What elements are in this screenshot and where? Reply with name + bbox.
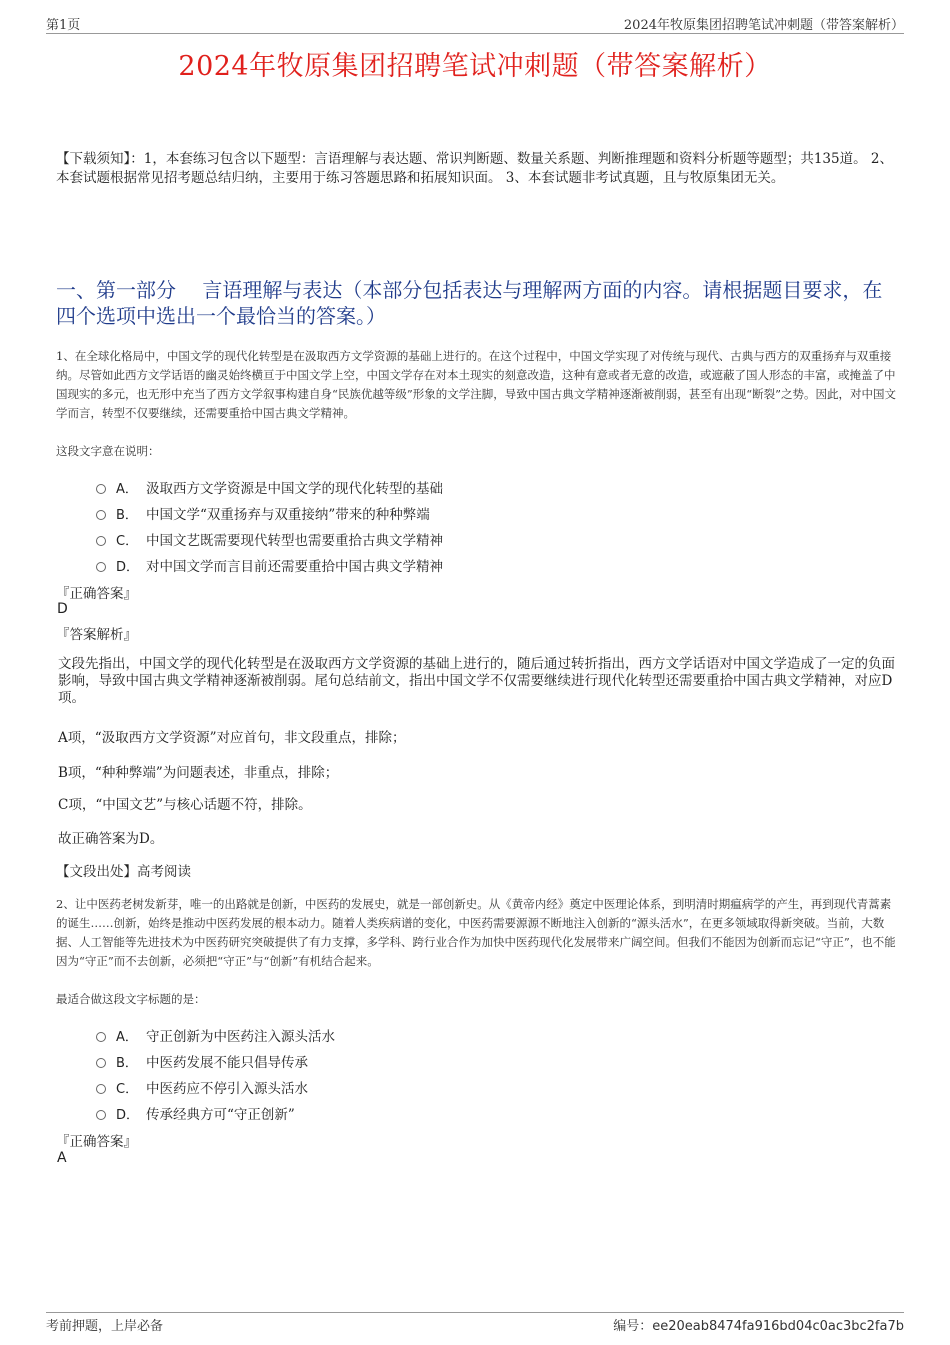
radio-button-icon[interactable] bbox=[96, 562, 106, 572]
question-2-prompt: 最适合做这段文字标题的是： bbox=[56, 992, 206, 1006]
option-text: 中医药发展不能只倡导传承 bbox=[146, 1055, 308, 1071]
question-1-stem: 1、在全球化格局中，中国文学的现代化转型是在汲取西方文学资源的基础上进行的。在这个过程中，中国文学实现了对传统与现代、古典与西方的双重扬弃与双重接纳。尽管如此西方文学话语的幽灵始终横亘于中国文学上空，中国文学存在对本土现实的刻意改造，这种有意或者无意的改造，或遮蔽了国人形态的丰富，或掩盖了中国现实的多元，也无形中充当了西方文学叙事构建自身“民族优越等级”形象的文学注脚，导致中国古典文学精神逐渐被削弱，甚至有出现“断裂”之势。因此，对中国文学而言，转型不仅要继续，还需要重拾中国古典文学精神。 bbox=[56, 349, 897, 420]
question-1-analysis: 文段先指出，中国文学的现代化转型是在汲取西方文学资源的基础上进行的，随后通过转折指出，西方文学话语对中国文学造成了一定的负面影响，导致中国古典文学精神逐渐被削弱。尾句总结前文，指出中国文学不仅需要继续进行现代化转型还需要重拾中国古典文学精神，对应D项。 bbox=[58, 656, 895, 706]
download-notice: 【下载须知】：1，本套练习包含以下题型：言语理解与表达题、常识判断题、数量关系题、判断推理题和资料分析题等题型；共135道。 2、本套试题根据常见招考题总结归纳，主要用于练习答题思路和拓展知识面。 3、本套试题非考试真题，且与牧原集团无关。 bbox=[56, 151, 893, 186]
option-text: 对中国文学而言目前还需要重拾中国古典文学精神 bbox=[146, 559, 443, 575]
question-1-option-c[interactable] bbox=[96, 529, 443, 549]
option-text: 汲取西方文学资源是中国文学的现代化转型的基础 bbox=[146, 481, 443, 497]
header-divider bbox=[46, 33, 904, 34]
radio-button-icon[interactable] bbox=[96, 510, 106, 520]
analysis-conclusion: 故正确答案为D。 bbox=[58, 831, 164, 847]
radio-button-icon[interactable] bbox=[96, 484, 106, 494]
question-1-answer-label: 『正确答案』 bbox=[56, 586, 137, 602]
radio-button-icon[interactable] bbox=[96, 1110, 106, 1120]
option-letter: B． bbox=[116, 507, 138, 523]
radio-button-icon[interactable] bbox=[96, 1058, 106, 1068]
question-1-analysis-label: 『答案解析』 bbox=[56, 627, 137, 643]
option-letter: C． bbox=[116, 533, 139, 549]
code-label: 编号： bbox=[613, 1319, 653, 1334]
question-2-option-d[interactable] bbox=[96, 1103, 295, 1123]
footer-slogan: 考前押题，上岸必备 bbox=[46, 1319, 164, 1334]
question-2-answer-label: 『正确答案』 bbox=[56, 1134, 137, 1150]
analysis-option-a: A项，“汲取西方文学资源”对应首句，非文段重点，排除； bbox=[58, 730, 406, 746]
option-letter: A． bbox=[116, 1029, 138, 1045]
page-title: 2024年牧原集团招聘笔试冲刺题（带答案解析） bbox=[178, 51, 772, 82]
analysis-option-c: C项，“中国文艺”与核心话题不符，排除。 bbox=[58, 797, 312, 813]
code-value: ee20eab8474fa916bd04c0ac3bc2fa7b bbox=[652, 1319, 904, 1334]
question-1-option-a[interactable] bbox=[96, 477, 443, 497]
option-text: 中国文艺既需要现代转型也需要重拾古典文学精神 bbox=[146, 533, 443, 549]
option-letter: A． bbox=[116, 481, 138, 497]
option-letter: D． bbox=[116, 559, 140, 575]
question-2-option-c[interactable] bbox=[96, 1077, 308, 1097]
option-letter: D． bbox=[116, 1107, 140, 1123]
radio-button-icon[interactable] bbox=[96, 1084, 106, 1094]
question-1-option-b[interactable] bbox=[96, 503, 430, 523]
page-number: 第1页 bbox=[46, 18, 81, 33]
question-2-stem: 2、让中医药老树发新芽，唯一的出路就是创新，中医药的发展史，就是一部创新史。从《黄帝内经》奠定中医理论体系，到明清时期瘟病学的产生，再到现代青蒿素的诞生……创新，始终是推动中医药发展的根本动力。随着人类疾病谱的变化，中医药需要源源不断地注入创新的“源头活水”，在更多领域取得新突破。当前，大数据、人工智能等先进技术为中医药研究突破提供了有力支撑，多学科、跨行业合作为加快中医药现代化发展带来广阔空间。但我们不能因为创新而忘记“守正”，也不能因为“守正”而不去创新，必须把“守正”与“创新”有机结合起来。 bbox=[56, 897, 896, 968]
option-letter: C． bbox=[116, 1081, 139, 1097]
option-text: 传承经典方可“守正创新” bbox=[146, 1107, 295, 1123]
section-heading: 一、第一部分 言语理解与表达（本部分包括表达与理解两方面的内容。请根据题目要求，在四个选项中选出一个最恰当的答案。） bbox=[56, 278, 883, 328]
header-doc-title: 2024年牧原集团招聘笔试冲刺题（带答案解析） bbox=[623, 18, 904, 33]
option-text: 守正创新为中医药注入源头活水 bbox=[146, 1029, 335, 1045]
question-2-option-b[interactable] bbox=[96, 1051, 308, 1071]
footer-divider bbox=[46, 1312, 904, 1313]
question-1-option-d[interactable] bbox=[96, 555, 443, 575]
question-1-answer: D bbox=[57, 601, 68, 617]
question-2-answer: A bbox=[57, 1150, 67, 1166]
radio-button-icon[interactable] bbox=[96, 1032, 106, 1042]
analysis-option-b: B项，“种种弊端”为问题表述，非重点，排除； bbox=[58, 765, 339, 781]
radio-button-icon[interactable] bbox=[96, 536, 106, 546]
option-letter: B． bbox=[116, 1055, 138, 1071]
footer-doc-code bbox=[613, 1315, 904, 1334]
question-1-source: 【文段出处】高考阅读 bbox=[56, 864, 191, 880]
option-text: 中国文学“双重扬弃与双重接纳”带来的种种弊端 bbox=[146, 507, 430, 523]
question-1-prompt: 这段文字意在说明： bbox=[56, 444, 160, 458]
option-text: 中医药应不停引入源头活水 bbox=[146, 1081, 308, 1097]
question-2-option-a[interactable] bbox=[96, 1025, 335, 1045]
